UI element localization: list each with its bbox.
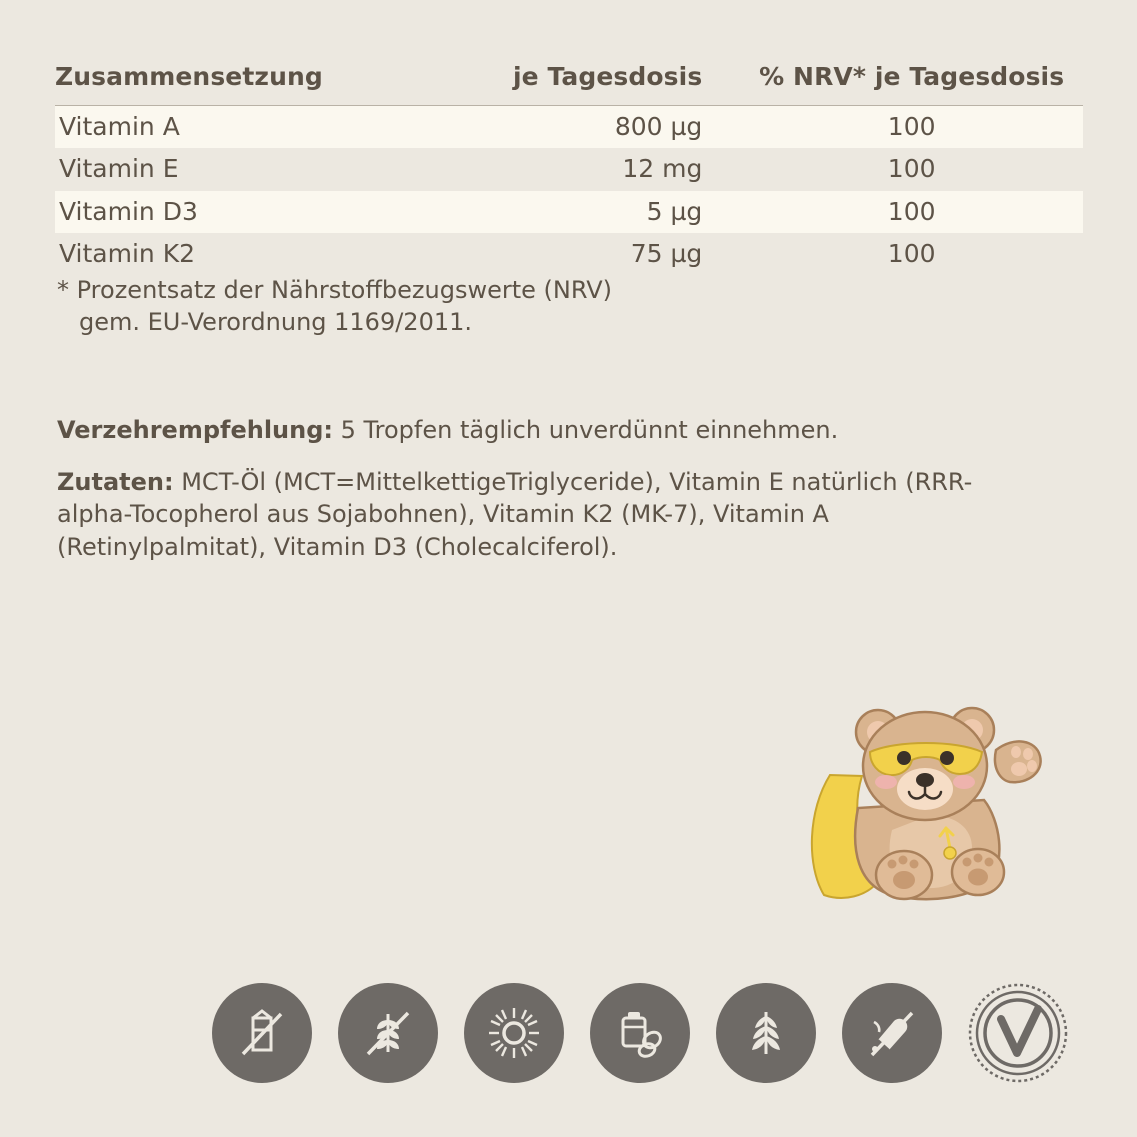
consumption-recommendation	[57, 414, 1042, 446]
recommendation-label: Verzehrempfehlung:	[57, 416, 333, 444]
cell-daily-dose: 800 µg	[398, 106, 741, 149]
column-header-composition: Zusammensetzung	[55, 62, 398, 106]
cell-nutrient-name: Vitamin A	[55, 106, 398, 149]
cell-daily-dose: 12 mg	[622, 154, 703, 184]
cartoon-bear-mascot	[800, 690, 1050, 920]
table-row	[55, 148, 1083, 190]
gluten-free-icon	[338, 983, 438, 1083]
cell-nutrient-name: Vitamin E	[59, 154, 179, 184]
cell-nrv-percent: 100	[887, 154, 936, 184]
table-row	[55, 233, 1083, 275]
column-header-nrv: % NRV* je Tagesdosis	[740, 62, 1083, 106]
cell-nrv-percent: 100	[740, 191, 1083, 233]
table-header	[55, 62, 1083, 106]
table-row	[55, 106, 1083, 149]
footnote-line-1: * Prozentsatz der Nährstoffbezugswerte (NRV)	[57, 276, 612, 304]
no-irradiation-icon	[464, 983, 564, 1083]
cell-nrv-percent: 100	[887, 238, 936, 268]
cell-daily-dose: 5 µg	[398, 191, 741, 233]
nrv-footnote	[57, 275, 857, 338]
v-label-check-icon	[968, 983, 1068, 1083]
vegan-plant-icon	[716, 983, 816, 1083]
footnote-line-2: gem. EU-Verordnung 1169/2011.	[79, 307, 473, 336]
cell-daily-dose: 75 µg	[630, 238, 703, 268]
recommendation-text: 5 Tropfen täglich unverdünnt einnehmen.	[333, 416, 839, 444]
no-animal-testing-icon	[842, 983, 942, 1083]
nutrition-table	[55, 62, 1083, 275]
ingredients-block	[57, 466, 1042, 563]
table-row	[55, 191, 1083, 233]
no-additives-icon	[590, 983, 690, 1083]
table-header-row	[55, 62, 1083, 106]
lactose-free-icon	[212, 983, 312, 1083]
cell-nutrient-name: Vitamin K2	[59, 238, 196, 268]
nutrition-table-wrapper	[55, 62, 1083, 275]
table-body	[55, 106, 1083, 276]
ingredients-label: Zutaten:	[57, 468, 174, 496]
ingredients-text: MCT-Öl (MCT=MittelkettigeTriglyceride), Vitamin E natürlich (RRR-alpha-Tocopherol aus Sojabohnen), Vitamin K2 (MK-7), Vitamin A (Retinylpalmitat), Vitamin D3 (Cholecalciferol).	[57, 468, 973, 561]
cell-nutrient-name: Vitamin D3	[55, 191, 398, 233]
certification-badge-row	[212, 983, 1068, 1083]
cell-nrv-percent: 100	[740, 106, 1083, 149]
column-header-daily-dose: je Tagesdosis	[398, 62, 741, 106]
